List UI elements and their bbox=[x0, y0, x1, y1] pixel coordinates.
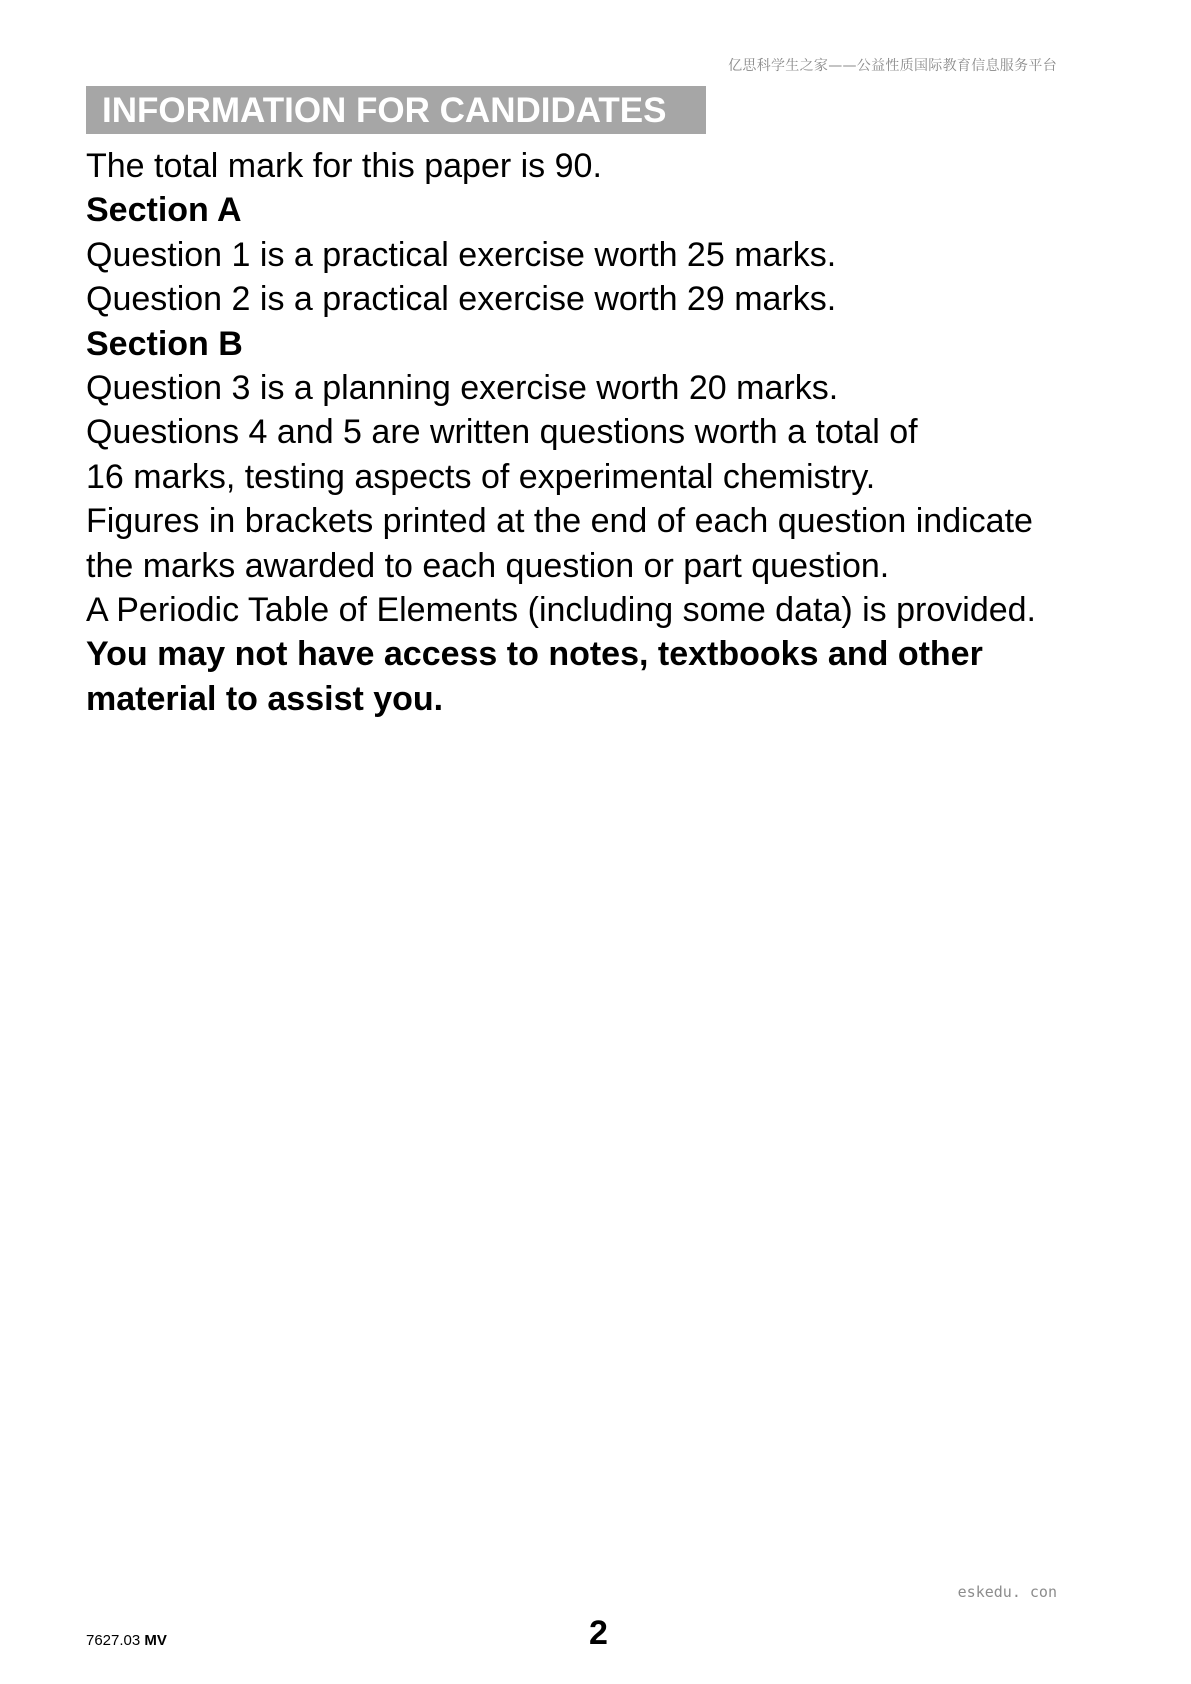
information-body bbox=[86, 144, 1116, 721]
questions-4-5-line: Questions 4 and 5 are written questions worth a total of bbox=[86, 413, 918, 452]
question-3-line: Question 3 is a planning exercise worth 20 marks. bbox=[86, 369, 839, 408]
figures-in-brackets-line-continued: the marks awarded to each question or part question. bbox=[86, 546, 890, 585]
periodic-table-line: A Periodic Table of Elements (including some data) is provided. bbox=[86, 591, 1036, 630]
paper-code-suffix: MV bbox=[144, 1632, 167, 1649]
section-b-heading: Section B bbox=[86, 324, 243, 363]
information-heading-banner bbox=[86, 86, 706, 134]
section-a-heading: Section A bbox=[86, 191, 242, 230]
question-1-line: Question 1 is a practical exercise worth 25 marks. bbox=[86, 235, 837, 274]
site-watermark: eskedu. con bbox=[957, 1583, 1057, 1601]
no-access-warning-line: You may not have access to notes, textbooks and other bbox=[86, 635, 983, 674]
paper-code-number: 7627.03 bbox=[86, 1632, 141, 1649]
page-number: 2 bbox=[589, 1614, 608, 1652]
question-2-line: Question 2 is a practical exercise worth 29 marks. bbox=[86, 280, 837, 319]
no-access-warning-line-continued: material to assist you. bbox=[86, 679, 444, 718]
paper-code bbox=[86, 1632, 167, 1649]
header-watermark-note: 亿思科学生之家——公益性质国际教育信息服务平台 bbox=[728, 58, 1057, 74]
figures-in-brackets-line: Figures in brackets printed at the end of each question indicate bbox=[86, 502, 1033, 541]
total-mark-line: The total mark for this paper is 90. bbox=[86, 147, 602, 185]
questions-4-5-line-continued: 16 marks, testing aspects of experimental chemistry. bbox=[86, 457, 876, 496]
information-heading: INFORMATION FOR CANDIDATES bbox=[102, 91, 667, 130]
